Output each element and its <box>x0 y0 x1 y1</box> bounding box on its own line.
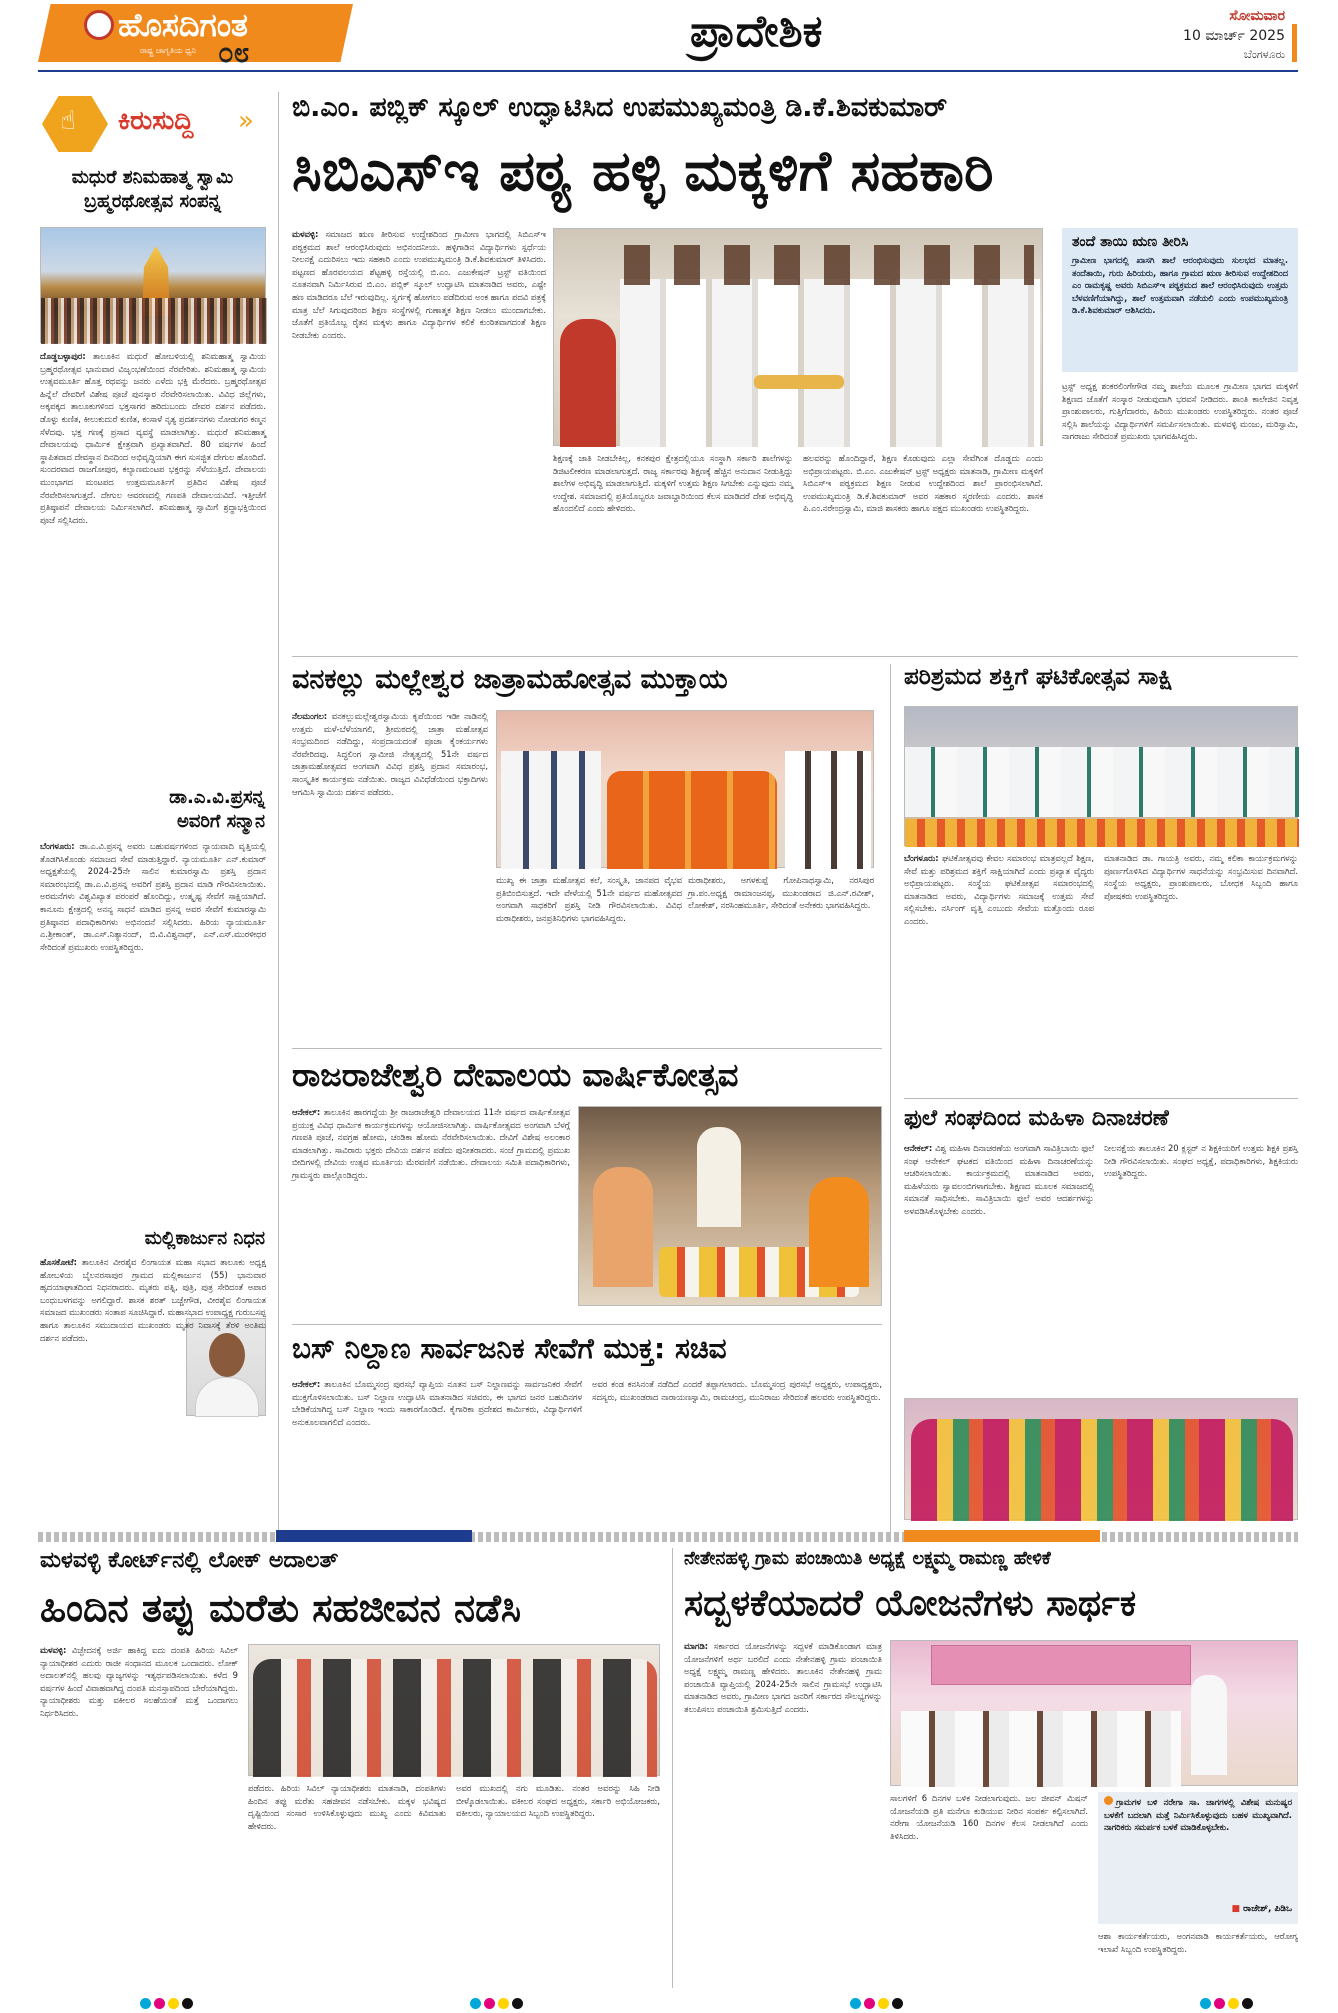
vanakallu-text2: ಮುಖ್ಯ ಈ ಜಾತ್ರಾ ಮಹೋತ್ಸವ ಕಲೆ, ಸಂಸ್ಕೃತಿ, ಜಾನಪದ ವೈಭವ ಪ್ರತಿಬಿಂಬಿಸುತ್ತದೆ. ಇದೇ ವೇಳೆಯಲ್ಲಿ 51ನೇ ವರ್ಷದ ಮಹೋತ್ಸವದ ಅಂಗವಾಗಿ ಸಾಧಕರಿಗೆ ಪ್ರಶಸ್ತಿ ನೀಡಿ ಗೌರವಿಸಲಾಯಿತು. ವಿವಿಧ ಮಠಾಧೀಶರು, ಜನಪ್ರತಿನಿಧಿಗಳು ಭಾಗವಹಿಸಿದ್ದರು. <box>496 875 682 923</box>
sidebar-story2-headline-line1: ಡಾ.ಎ.ವಿ.ಪ್ರಸನ್ನ <box>169 787 265 808</box>
phule-headline: ಫುಲೆ ಸಂಘದಿಂದ ಮಹಿಳಾ ದಿನಾಚರಣೆ <box>904 1106 1169 1131</box>
court-text1: ವಿಚ್ಛೇದನಕ್ಕೆ ಅರ್ಜಿ ಹಾಕಿದ್ದ ಐದು ದಂಪತಿ ಹಿರಿಯ ಸಿವಿಲ್ ನ್ಯಾಯಾಧೀಶರ ಎದುರು ರಾಜೀ ಸಂಧಾನದ ಮೂಲಕ ಒಂದಾದರು. ಲೋಕ್ ಅದಾಲತ್‌ನಲ್ಲಿ ಹಲವು ವ್ಯಾಜ್ಯಗಳನ್ನು ಇತ್ಯರ್ಥಪಡಿಸಲಾಯಿತು. ಕಳೆದ 9 ವರ್ಷಗಳ ಹಿಂದೆ ವಿವಾಹವಾಗಿದ್ದ ದಂಪತಿ ಮನಸ್ತಾಪದಿಂದ ಬೇರೆಯಾಗಿದ್ದರು. ನ್ಯಾಯಾಧೀಶರು ಮತ್ತು ವಕೀಲರ ಸಲಹೆಯಂತೆ ಮತ್ತೆ ಒಂದಾಗಲು ನಿರ್ಧರಿಸಿದರು. <box>40 1645 238 1718</box>
masthead-divider <box>38 70 1298 72</box>
dot-yellow <box>878 1998 889 2009</box>
standing-persons-right <box>785 751 871 869</box>
logo-badge-icon <box>84 10 114 40</box>
dot-black <box>892 1998 903 2009</box>
panchayat-note-author <box>1104 1904 1292 1914</box>
parishrama-col2 <box>1104 852 1298 1090</box>
lead-kicker: ಬಿ.ಎಂ. ಪಬ್ಲಿಕ್ ಸ್ಕೂಲ್ ಉದ್ಘಾಟಿಸಿದ ಉಪಮುಖ್ಯಮಂತ್ರಿ ಡಿ.ಕೆ.ಶಿವಕುಮಾರ್ <box>292 92 948 123</box>
lead-dateline: ಮಳವಳ್ಳಿ: <box>292 229 319 239</box>
bottom-divider <box>672 1548 673 1988</box>
court-col3 <box>456 1782 660 1984</box>
phule-col2 <box>1104 1142 1298 1392</box>
panchayat-note-author-name: ರಾಜೇಶ್, ಪಿಡಿಒ <box>1243 1904 1292 1914</box>
vanakallu-col2 <box>496 874 682 1040</box>
panchayat-text1: ಸರ್ಕಾರದ ಯೋಜನೆಗಳನ್ನು ಸದ್ಬಳಕೆ ಮಾಡಿಕೊಂಡಾಗ ಮಾತ್ರ ಯೋಜನೆಗಳಿಗೆ ಅರ್ಥ ಬರಲಿದೆ ಎಂದು ನೇತೇನಹಳ್ಳಿ ಗ್ರಾಮ ಪಂಚಾಯಿತಿ ಅಧ್ಯಕ್ಷೆ ಲಕ್ಷ್ಮಮ್ಮ ರಾಮಣ್ಣ ಹೇಳಿದರು. ತಾಲೂಕಿನ ನೇತೇನಹಳ್ಳಿ ಗ್ರಾಮ ಪಂಚಾಯಿತಿ ವ್ಯಾಪ್ತಿಯಲ್ಲಿ 2024-25ನೇ ಸಾಲಿನ ಗ್ರಾಮಸಭೆ ಉದ್ಘಾಟಿಸಿ ಮಾತನಾಡಿದ ಅವರು, ಗ್ರಾಮೀಣ ಭಾಗದ ಜನರಿಗೆ ಸರ್ಕಾರದ ಸೌಲಭ್ಯಗಳನ್ನು ತಲುಪಿಸಲು ಪಂಚಾಯಿತಿ ಶ್ರಮಿಸುತ್ತಿದೆ ಎಂದರು. <box>684 1641 882 1714</box>
print-dots-left <box>140 1994 196 2013</box>
lead-col4 <box>1062 380 1298 648</box>
print-dots-right <box>1200 1994 1256 2013</box>
court-col2 <box>248 1782 446 1984</box>
sidebar-story2-headline-line2: ಅವರಿಗೆ ಸನ್ಮಾನ <box>176 811 265 832</box>
lead-sidebox <box>1062 228 1298 372</box>
chevrons-icon: » <box>238 106 254 136</box>
vanakallu-award-photo <box>496 710 874 868</box>
dot-yellow <box>498 1998 509 2009</box>
woman-orange <box>809 1177 869 1287</box>
court-people-group <box>253 1659 657 1777</box>
panchayat-kicker: ನೇತೇನಹಳ್ಳಿ ಗ್ರಾಮ ಪಂಚಾಯಿತಿ ಅಧ್ಯಕ್ಷೆ ಲಕ್ಷ್ಮಮ್ಮ ರಾಮಣ್ಣ ಹೇಳಿಕೆ <box>684 1548 1051 1569</box>
sidebar-story2-headline <box>40 786 265 834</box>
bus-dateline: ಆನೇಕಲ್: <box>292 1379 321 1389</box>
parishrama-bottom-rule <box>904 1098 1298 1099</box>
court-dateline: ಮಳವಳ್ಳಿ: <box>40 1645 67 1655</box>
convocation-photo <box>904 706 1298 846</box>
dot-yellow <box>1228 1998 1239 2009</box>
parishrama-dateline: ಬೆಂಗಳೂರು: <box>904 853 939 863</box>
panchayat-headline: ಸದ್ಬಳಕೆಯಾದರೆ ಯೋಜನೆಗಳು ಸಾರ್ಥಕ <box>684 1583 1137 1624</box>
mid-divider <box>890 664 891 1534</box>
sidebar-brand <box>42 92 262 156</box>
gram-sabha-photo <box>890 1640 1298 1786</box>
panchayat-dateline: ಮಾಗಡಿ: <box>684 1641 709 1651</box>
court-text3: ಅವರ ಮುಖದಲ್ಲಿ ನಗು ಮೂಡಿತು. ನಂತರ ಅವರನ್ನು ಸಿಹಿ ನೀಡಿ ಬೀಳ್ಕೊಡಲಾಯಿತು. ವಕೀಲರ ಸಂಘದ ಅಧ್ಯಕ್ಷರು, ಸರ್ಕಾರಿ ಅಭಿಯೋಜಕರು, ವಕೀಲರು, ನ್ಯಾಯಾಲಯದ ಸಿಬ್ಬಂದಿ ಉಪಸ್ಥಿತರಿದ್ದರು. <box>456 1783 660 1819</box>
person-group <box>620 279 1040 447</box>
sidebar-story1-headline <box>40 166 265 214</box>
section-title: ಪ್ರಾದೇಶಿಕ <box>690 6 823 57</box>
womens-day-photo <box>904 1398 1298 1520</box>
court-col1 <box>40 1644 238 1984</box>
vanakallu-text1: ವನಕಲ್ಲುಮಲ್ಲೇಶ್ವರಸ್ವಾಮಿಯ ಕೃಪೆಯಿಂದ ಇಡೀ ನಾಡಿನಲ್ಲಿ ಉತ್ತಮ ಮಳೆ-ಬೆಳೆಯಾಗಲಿ, ಶ್ರೀಮಠದಲ್ಲಿ ಜಾತ್ರಾ ಮಹೋತ್ಸವ ಸಂಭ್ರಮದಿಂದ ನಡೆದಿದ್ದು, ಸಂಪ್ರದಾಯದಂತೆ ಪೂಜಾ ಕೈಂಕರ್ಯಗಳು ನೆರವೇರಿದವು. ಸಿದ್ಧಲಿಂಗ ಸ್ವಾಮೀಜಿ ನೇತೃತ್ವದಲ್ಲಿ 51ನೇ ವರ್ಷದ ಜಾತ್ರಾಮಹೋತ್ಸವದ ಅಂಗವಾಗಿ ವಿವಿಧ ಪ್ರಶಸ್ತಿ ಪ್ರದಾನ ಸಮಾರಂಭ, ಸಾಂಸ್ಕೃತಿಕ ಕಾರ್ಯಕ್ರಮ ನಡೆಯಿತು. ರಾಜ್ಯದ ವಿವಿಧೆಡೆಯಿಂದ ಭಕ್ತಾದಿಗಳು ಆಗಮಿಸಿ ಸ್ವಾಮಿಯ ದರ್ಶನ ಪಡೆದರು. <box>292 711 488 797</box>
lead-col1-text: ಸಮಾಜದ ಋಣ ತೀರಿಸುವ ಉದ್ದೇಶದಿಂದ ಗ್ರಾಮೀಣ ಭಾಗದಲ್ಲಿ ಸಿಬಿಎಸ್‌ಇ ಪಠ್ಯಕ್ರಮದ ಶಾಲೆ ಆರಂಭಿಸಿರುವುದು ಅಭಿನಂದನೀಯ. ಹಳ್ಳಿಗಾಡಿನ ವಿದ್ಯಾರ್ಥಿಗಳು ಸ್ಪರ್ಧೆಯ ನೀಲನಕ್ಷೆ ಎದುರಿಸಲು ಇದು ಸಹಕಾರಿ ಎಂದು ಉಪಮುಖ್ಯಮಂತ್ರಿ ಡಿ.ಕೆ.ಶಿವಕುಮಾರ್ ತಿಳಿಸಿದರು. ಪಟ್ಟಣದ ಹೊರವಲಯದ ಶೆಟ್ಟಹಳ್ಳಿ ರಸ್ತೆಯಲ್ಲಿ ಬಿ.ಎಂ. ಎಜುಕೇಷನ್ ಟ್ರಸ್ಟ್ ವತಿಯಿಂದ ನೂತನವಾಗಿ ನಿರ್ಮಿಸಿರುವ ಬಿ.ಎಂ. ಪಬ್ಲಿಕ್ ಸ್ಕೂಲ್ ಉದ್ಘಾಟಿಸಿ ಮಾತನಾಡಿದ ಅವರು, ಎಷ್ಟೇ ಹಣ ಮಾಡಿದರೂ ಬೆಲೆ ಇರುವುದಿಲ್ಲ. ಸ್ವರ್ಗಕ್ಕೆ ಹೋಗಲು ಪಡೆದಿರುವ ಅಂಕ ಹಾಗೂ ಪದವಿ ಪತ್ರಕ್ಕೆ ಮಾತ್ರ ಬೆಲೆ ಸಿಗುವುದರಿಂದ ಶಿಕ್ಷಣ ಸಂಸ್ಥೆಗಳಲ್ಲಿ ಗುಣಾತ್ಮಕ ಶಿಕ್ಷಣ ನೀಡಲು ಮುಂದಾಗಬೇಕು. ಜೊತೆಗೆ ಪ್ರತಿಯೊಬ್ಬ ರೈತನ ಮಕ್ಕಳು ಹಾಗೂ ವಿದ್ಯಾರ್ಥಿಗಳ ಕಲಿಕೆ ಕುಂಠಿತವಾಗದಂತೆ ಶಿಕ್ಷಣ ನೀಡಬೇಕು ಎಂದರು. <box>292 229 546 340</box>
divider-orange-bar <box>904 1530 1100 1542</box>
dot-magenta <box>864 1998 875 2009</box>
panchayat-text2: ಸಾಲಗಳಿಗೆ 6 ದಿನಗಳ ಬಳಿಕ ನೀಡಲಾಗುವುದು. ಜಲ ಜೀವನ್ ಮಿಷನ್ ಯೋಜನೆಯಡಿ ಪ್ರತಿ ಮನೆಗೂ ಕುಡಿಯುವ ನೀರಿನ ಸಂಪರ್ಕ ಕಲ್ಪಿಸಲಾಗಿದೆ. ನರೇಗಾ ಯೋಜನೆಯಡಿ 160 ದಿನಗಳ ಕೆಲಸ ನೀಡಲಾಗಿದೆ ಎಂದು ತಿಳಿಸಿದರು. <box>890 1793 1088 1841</box>
panchayat-note-text <box>1104 1796 1292 1904</box>
section-divider-dashes <box>38 1532 1298 1542</box>
rajarajeshwari-col1 <box>292 1106 570 1316</box>
vanakallu-dateline: ನೆಲಮಂಗಲ: <box>292 711 328 721</box>
portrait-shirt <box>195 1377 259 1417</box>
lead-col2 <box>553 452 793 648</box>
dot-black <box>512 1998 523 2009</box>
dot-cyan <box>140 1998 151 2009</box>
sidebar-story2-text <box>40 840 266 1220</box>
panchayat-col3 <box>1098 1930 1298 1990</box>
sidebar-story1-dateline: ದೊಡ್ಡಬಳ್ಳಾಪುರ: <box>40 351 86 361</box>
sidebar-story1-body: ತಾಲೂಕಿನ ಮಧುರೆ ಹೋಬಳಿಯಲ್ಲಿ ಶನಿಮಹಾತ್ಮ ಸ್ವಾಮಿಯ ಬ್ರಹ್ಮರಥೋತ್ಸವ ಭಾನುವಾರ ವಿಜೃಂಭಣೆಯಿಂದ ನೆರವೇರಿತು. ಶನಿಮಹಾತ್ಮ ಸ್ವಾಮಿಯ ಉತ್ಸವಮೂರ್ತಿ ಹೊತ್ತ ರಥವನ್ನು ಜನರು ಎಳೆದು ಭಕ್ತಿ ಮೆರೆದರು. ಬ್ರಹ್ಮರಥೋತ್ಸವ ಹಿನ್ನೆಲೆ ದೇವರಿಗೆ ವಿಶೇಷ ಪೂಜೆ ಪುನಸ್ಕಾರ ನೆರವೇರಿಸಲಾಯಿತು. ವಿವಿಧ ಜಿಲ್ಲೆಗಳು, ಅಕ್ಕಪಕ್ಕದ ತಾಲೂಕುಗಳಿಂದ ಭಕ್ತಸಾಗರ ಹರಿದುಬಂದು ದೇವರ ದರ್ಶನ ಪಡೆದರು. ಡೊಳ್ಳು ಕುಣಿತ, ಕೀಲುಕುದುರೆ ಕುಣಿತ, ಕಂಸಾಳೆ ನೃತ್ಯ ಪ್ರದರ್ಶನಗಳು ನೋಡುಗರ ಕಣ್ಮನ ಸೆಳೆದವು. ಭಕ್ತ ಗಣಕ್ಕೆ ಪ್ರಸಾದ ವ್ಯವಸ್ಥೆ ಮಾಡಲಾಗಿತ್ತು. ಮಧುರೆ ಶನಿಮಹಾತ್ಮ ದೇವಾಲಯವು ಧಾರ್ಮಿಕ ಕ್ಷೇತ್ರವಾಗಿ ಪ್ರಖ್ಯಾತವಾಗಿದೆ. 80 ವರ್ಷಗಳ ಹಿಂದೆ ಸ್ಥಾಪಿತವಾದ ದೇವಸ್ಥಾನ ದಿನದಿಂದ ಅಭಿವೃದ್ಧಿಯಾಗಿ ಈಗ ಸುಸಜ್ಜಿತ ದೇಗುಲ ಹೊಂದಿದೆ. ಸುಂದರವಾದ ರಾಜಗೋಪುರ, ಕಲ್ಯಾಣಮಂಟಪ ಭಕ್ತರನ್ನು ಸೆಳೆಯುತ್ತಿದೆ. ದೇವಾಲಯ ಮುಂಭಾಗದ ಮಂಟಪದ ಉತ್ತಮಮೂರ್ತಿಗೆ ಪ್ರತಿದಿನ ವಿಶೇಷ ಪೂಜೆ ನೆರವೇರಿಸಲಾಗುತ್ತದೆ. ದೇಗುಲ ಆವರಣದಲ್ಲಿ ಗಣಪತಿ ದೇವಾಲಯವಿದೆ. ಇತ್ತೀಚೆಗೆ ಪ್ರತಿಷ್ಠಾಪನೆ ದೇವಾಲಯ ನಿರ್ಮಿಸಲಾಗಿದೆ. ಶನಿಮಹಾತ್ಮ ಸ್ವಾಮಿಗೆ ಶ್ರದ್ಧಾಭಕ್ತಿಯಿಂದ ಪೂಜೆ ಸಲ್ಲಿಸಿದರು. <box>40 351 266 525</box>
sidebar-story2-body: ಡಾ.ಎ.ವಿ.ಪ್ರಸನ್ನ ಅವರು ಬಹುವರ್ಷಗಳಿಂದ ನ್ಯಾಯವಾದಿ ವೃತ್ತಿಯಲ್ಲಿ ತೊಡಗಿಸಿಕೊಂಡು ಸಮಾಜದ ಸೇವೆ ಮಾಡುತ್ತಿದ್ದಾರೆ. ನ್ಯಾಯಮೂರ್ತಿ ಎನ್.ಕುಮಾರ್ ಅಧ್ಯಕ್ಷತೆಯಲ್ಲಿ 2024-25ನೇ ಸಾಲಿನ ಕುಮಾರಸ್ವಾಮಿ ಪ್ರಶಸ್ತಿ ಪ್ರದಾನ ಸಮಾರಂಭದಲ್ಲಿ ಡಾ.ಎ.ವಿ.ಪ್ರಸನ್ನ ಅವರಿಗೆ ಪ್ರಶಸ್ತಿ ಪ್ರದಾನ ಮಾಡಿ ಗೌರವಿಸಲಾಯಿತು. ಅರಮನೆಗಳು ವಿಶ್ವವಿಖ್ಯಾತ ಪರಂಪರೆ ಹೊಂದಿದ್ದು, ಉತ್ಕೃಷ್ಟ ಸೇವೆಗೆ ಸಾಕ್ಷಿಯಾಗಿದೆ. ಕಾನೂನು ಕ್ಷೇತ್ರದಲ್ಲಿ ಅನನ್ಯ ಸಾಧನೆ ಮಾಡಿದ ಪ್ರಸನ್ನ ಅವರ ಸೇವೆಗೆ ಕುಮಾರಸ್ವಾಮಿ ಪ್ರತಿಷ್ಠಾನದ ಪದಾಧಿಕಾರಿಗಳು ಅಭಿನಂದನೆ ಸಲ್ಲಿಸಿದರು. ಹಿರಿಯ ನ್ಯಾಯಮೂರ್ತಿ ಎ.ಶ್ರೀಕಾಂತ್, ಡಾ.ಎಸ್.ನಿತ್ಯಾನಂದ್, ಬಿ.ವಿ.ವಿಶ್ವನಾಥ್, ಎನ್.ಎಸ್.ಮುರಳೀಧರ ಸೇರಿದಂತೆ ಪ್ರಮುಖರು ಉಪಸ್ಥಿತರಿದ್ದರು. <box>40 841 266 952</box>
lead-ceremony-photo <box>553 228 1043 446</box>
flower-row <box>905 819 1299 847</box>
date-day: ಸೋಮವಾರ <box>1229 8 1285 24</box>
saffron-robes <box>607 771 777 869</box>
lead-col3-text: ಹಲವರನ್ನು ಹೊಂದಿದ್ದಾರೆ, ಶಿಕ್ಷಣ ಕೊಡುವುದು ಎಲ್ಲಾ ಸೇವೆಗಿಂತ ದೊಡ್ಡದು ಎಂದು ಅಭಿಪ್ರಾಯಪಟ್ಟರು. ಬಿ.ಎಂ. ಎಜುಕೇಷನ್ ಟ್ರಸ್ಟ್ ಅಧ್ಯಕ್ಷರು ಮಾತನಾಡಿ, ಗ್ರಾಮೀಣ ಮಕ್ಕಳಿಗೆ ಸಿಬಿಎಸ್‌ಇ ಪಠ್ಯಕ್ರಮದ ಶಿಕ್ಷಣ ನೀಡುವ ಉದ್ದೇಶದಿಂದ ಶಾಲೆ ಪ್ರಾರಂಭಿಸಲಾಗಿದೆ. ಉಪಮುಖ್ಯಮಂತ್ರಿ ಡಿ.ಕೆ.ಶಿವಕುಮಾರ್ ಅವರ ಸಹಕಾರ ಸ್ಮರಣೀಯ ಎಂದರು. ಶಾಸಕ ಪಿ.ಎಂ.ನರೇಂದ್ರಸ್ವಾಮಿ, ಮಾಜಿ ಶಾಸಕರು ಹಾಗೂ ಪಕ್ಷದ ಮುಖಂಡರು ಉಪಸ್ಥಿತರಿದ್ದರು. <box>803 453 1043 514</box>
crowd-shape <box>41 298 267 344</box>
sidebar-story3-dateline: ಹೊಸಕೋಟೆ: <box>40 1257 77 1267</box>
sidebar-story3-headline: ಮಲ್ಲಿಕಾರ್ಜುನ ನಿಧನ <box>144 1228 265 1249</box>
lead-headline: ಸಿಬಿಎಸ್‌ಇ ಪಠ್ಯ ಹಳ್ಳಿ ಮಕ್ಕಳಿಗೆ ಸಹಕಾರಿ <box>292 139 994 204</box>
dot-cyan <box>850 1998 861 2009</box>
dot-magenta <box>154 1998 165 2009</box>
sidebar-story3-text-top <box>40 1256 266 1343</box>
officials-row <box>901 1711 1181 1787</box>
sidebar-brand-label: ಕಿರುಸುದ್ದಿ <box>118 106 194 136</box>
court-kicker: ಮಳವಳ್ಳಿ ಕೋರ್ಟ್‌ನಲ್ಲಿ ಲೋಕ್ ಅದಾಲತ್ <box>40 1548 339 1573</box>
sidebar-story3-body: ತಾಲೂಕಿನ ವೀರಶೈವ ಲಿಂಗಾಯತ ಮಹಾ ಸಭಾದ ತಾಲೂಕು ಅಧ್ಯಕ್ಷ ಹೋಬಳಿಯ ಬೈಲನರಸಾಪುರ ಗ್ರಾಮದ ಮಲ್ಲಿಕಾರ್ಜುನ (55) ಭಾನುವಾರ ಹೃದಯಾಘಾತದಿಂದ ನಿಧನರಾದರು. ಮೃತರು ಪತ್ನಿ, ಪುತ್ರಿ, ಪುತ್ರ ಸೇರಿದಂತೆ ಅಪಾರ ಬಂಧುಬಳಗವನ್ನು ಅಗಲಿದ್ದಾರೆ. ಶಾಸಕ ಶರತ್ ಬಚ್ಚೇಗೌಡ, ವೀರಶೈವ ಲಿಂಗಾಯತ ಸಮಾಜದ ಮುಖಂಡರು ಸಂತಾಪ ಸೂಚಿಸಿದ್ದಾರೆ. ಮಹಾಸಭಾದ ಉಪಾಧ್ಯಕ್ಷ ಗುರುಬಸಪ್ಪ ಹಾಗೂ ತಾಲೂಕಿನ ಸಮುದಾಯದ ಮುಖಂಡರು ಮೃತರ ನಿವಾಸಕ್ಕೆ ತೆರಳಿ ಅಂತಿಮ ದರ್ಶನ ಪಡೆದರು. <box>40 1257 266 1343</box>
parishrama-text2: ಮಾತನಾಡಿದ ಡಾ. ಗಾಯತ್ರಿ ಅವರು, ನಮ್ಮ ಕಲಿಕಾ ಕಾರ್ಯಕ್ರಮಗಳನ್ನು ಪೂರ್ಣಗೊಳಿಸಿದ ವಿದ್ಯಾರ್ಥಿಗಳ ಸಾಧನೆಯನ್ನು ಸಂಭ್ರಮಿಸುವ ದಿನವಾಗಿದೆ. ಸಂಸ್ಥೆಯ ಅಧ್ಯಕ್ಷರು, ಪ್ರಾಂಶುಪಾಲರು, ಬೋಧಕ ಸಿಬ್ಬಂದಿ ಹಾಗೂ ಪೋಷಕರು ಉಪಸ್ಥಿತರಿದ್ದರು. <box>1104 853 1298 901</box>
dot-cyan <box>1200 1998 1211 2009</box>
rajarajeshwari-text: ತಾಲೂಕಿನ ಹಾರಗದ್ದೆಯ ಶ್ರೀ ರಾಜರಾಜೇಶ್ವರಿ ದೇವಾಲಯದ 11ನೇ ವರ್ಷದ ವಾರ್ಷಿಕೋತ್ಸವ ಪ್ರಯುಕ್ತ ವಿವಿಧ ಧಾರ್ಮಿಕ ಕಾರ್ಯಕ್ರಮಗಳನ್ನು ಆಯೋಜಿಸಲಾಗಿತ್ತು. ವಾರ್ಷಿಕೋತ್ಸವದ ಅಂಗವಾಗಿ ಬೆಳಗ್ಗೆ ಗಣಪತಿ ಪೂಜೆ, ನವಗ್ರಹ ಹೋಮ, ಚಂಡಿಕಾ ಹೋಮ ನೆರವೇರಿಸಲಾಯಿತು. ದೇವಿಗೆ ವಿಶೇಷ ಅಲಂಕಾರ ಮಾಡಲಾಗಿತ್ತು. ಸಾವಿರಾರು ಭಕ್ತರು ದೇವಿಯ ದರ್ಶನ ಪಡೆದು ಪುನೀತರಾದರು. ಸಂಜೆ ಗ್ರಾಮದಲ್ಲಿ ಪ್ರಮುಖ ಬೀದಿಗಳಲ್ಲಿ ದೇವಿಯ ಉತ್ಸವ ಮೂರ್ತಿಯ ಮೆರವಣಿಗೆ ನಡೆಯಿತು. ದೇವಾಲಯ ಸಮಿತಿ ಪದಾಧಿಕಾರಿಗಳು, ಗ್ರಾಮಸ್ಥರು ಪಾಲ್ಗೊಂಡಿದ್ದರು. <box>292 1107 570 1180</box>
person-left-saree <box>560 319 616 447</box>
court-headline: ಹಿಂದಿನ ತಪ್ಪು ಮರೆತು ಸಹಜೀವನ ನಡೆಸಿ <box>40 1586 522 1630</box>
phule-text1: ವಿಶ್ವ ಮಹಿಳಾ ದಿನಾಚರಣೆಯ ಅಂಗವಾಗಿ ಸಾವಿತ್ರಿಬಾಯಿ ಫುಲೆ ಸಂಘ ಆನೇಕಲ್ ಘಟಕದ ವತಿಯಿಂದ ಮಹಿಳಾ ದಿನಾಚರಣೆಯನ್ನು ಆಚರಿಸಲಾಯಿತು. ಕಾರ್ಯಕ್ರಮದಲ್ಲಿ ಮಾತನಾಡಿದ ಅವರು, ಮಹಿಳೆಯರು ಸ್ವಾವಲಂಬಿಗಳಾಗಬೇಕು. ಶಿಕ್ಷಣದ ಮೂಲಕ ಸಮಾಜದಲ್ಲಿ ಸಮಾನತೆ ಸಾಧಿಸಬೇಕು. ಸಾವಿತ್ರಿಬಾಯಿ ಫುಲೆ ಅವರ ಆದರ್ಶಗಳನ್ನು ಅಳವಡಿಸಿಕೊಳ್ಳಬೇಕು ಎಂದರು. <box>904 1143 1094 1216</box>
parishrama-col1 <box>904 852 1094 1090</box>
page-number: ೦೮ <box>218 36 250 69</box>
vanakallu-headline: ವನಕಲ್ಲು ಮಲ್ಲೇಶ್ವರ ಜಾತ್ರಾಮಹೋತ್ಸವ ಮುಕ್ತಾಯ <box>292 664 728 695</box>
heads-row <box>624 245 1034 285</box>
city-name: ಬೆಂಗಳೂರು <box>1243 48 1285 61</box>
women-group <box>911 1419 1293 1521</box>
bus-col2 <box>592 1378 882 1526</box>
priest-figure <box>593 1167 653 1287</box>
rajarajeshwari-dateline: ಆನೇಕಲ್: <box>292 1107 321 1117</box>
rajarajeshwari-headline: ರಾಜರಾಜೇಶ್ವರಿ ದೇವಾಲಯ ವಾರ್ಷಿಕೋತ್ಸವ <box>292 1056 739 1094</box>
date-text: 10 ಮಾರ್ಚ್ 2025 <box>1183 28 1285 44</box>
lead-sidebox-title: ತಂದೆ ತಾಯಿ ಋಣ ತೀರಿಸಿ <box>1072 234 1189 250</box>
bus-text2: ಅವರ ಕಂಡ ಕನಸಿನಂತೆ ನಡೆದಿದೆ ಎಂದರೆ ತಪ್ಪಾಗಲಾರದು. ಬೊಮ್ಮಸಂದ್ರ ಪುರಸಭೆ ಅಧ್ಯಕ್ಷರು, ಉಪಾಧ್ಯಕ್ಷರು, ಸದಸ್ಯರು, ಮುಖಂಡರಾದ ನಾರಾಯಣಸ್ವಾಮಿ, ರಾಮಚಂದ್ರ, ಮುನಿರಾಜು ಸೇರಿದಂತೆ ಹಲವರು ಉಪಸ್ಥಿತರಿದ್ದರು. <box>592 1379 882 1402</box>
phule-dateline: ಆನೇಕಲ್: <box>904 1143 933 1153</box>
lead-col2-text: ಶಿಕ್ಷಣಕ್ಕೆ ಜಾತಿ ನೀಡಬೇಕಿಲ್ಲ, ಕನಕಪುರ ಕ್ಷೇತ್ರದಲ್ಲಿಯೂ ಸಂಸ್ಥಾಗಿ ಸರ್ಕಾರಿ ಶಾಲೆಗಳನ್ನು ಡಿಜಿಟಲೀಕರಣ ಮಾಡಲಾಗುತ್ತದೆ. ರಾಜ್ಯ ಸರ್ಕಾರವು ಶಿಕ್ಷಣಕ್ಕೆ ಹೆಚ್ಚಿನ ಅನುದಾನ ನೀಡುತ್ತಿದ್ದು ಶಾಲೆಗಳ ಅಭಿವೃದ್ಧಿ ಮಾಡಲಾಗುತ್ತಿದೆ. ಮಕ್ಕಳಿಗೆ ಉತ್ತಮ ಶಿಕ್ಷಣ ಸಿಗಬೇಕು ಎನ್ನುವುದು ನಮ್ಮ ಉದ್ದೇಶ. ಸಮಾಜದಲ್ಲಿ ಪ್ರತಿಯೊಬ್ಬರೂ ಜವಾಬ್ದಾರಿಯಿಂದ ಕೆಲಸ ಮಾಡಿದರೆ ದೇಶ ಅಭಿವೃದ್ಧಿ ಹೊಂದಲಿದೆ ಎಂದು ಹೇಳಿದರು. <box>553 453 793 514</box>
banner-pink <box>931 1645 1191 1685</box>
lead-col4-text: ಟ್ರಸ್ಟ್ ಅಧ್ಯಕ್ಷ ಶಂಕರಲಿಂಗೇಗೌಡ ನಮ್ಮ ಶಾಲೆಯ ಮೂಲಕ ಗ್ರಾಮೀಣ ಭಾಗದ ಮಕ್ಕಳಿಗೆ ಶಿಕ್ಷಣದ ಜೊತೆಗೆ ಸಂಸ್ಕಾರ ನೀಡುವುದಾಗಿ ಭರವಸೆ ನೀಡಿದರು. ಶಾಂತಿ ಕಾಲೇಜಿನ ನಿವೃತ್ತ ಪ್ರಾಂಶುಪಾಲರು, ಗುತ್ತಿಗೆದಾರರು, ಹಿರಿಯ ಮುಖಂಡರು ಉಪಸ್ಥಿತರಿದ್ದರು. ನಂತರ ಪೂಜೆ ಸಲ್ಲಿಸಿ ಶಾಲೆಯನ್ನು ವಿದ್ಯಾರ್ಥಿಗಳಿಗೆ ಸಮರ್ಪಿಸಲಾಯಿತು. ಮಳವಳ್ಳಿ ಮಂಜು, ಮರಿಸ್ವಾಮಿ, ನಾಗರಾಜು ಸೇರಿದಂತೆ ಪ್ರಮುಖರು ಭಾಗವಹಿಸಿದ್ದರು. <box>1062 381 1298 442</box>
standing-persons <box>501 751 601 869</box>
date-accent-bar <box>1292 24 1297 62</box>
lead-col1 <box>292 228 546 648</box>
bus-text1: ತಾಲೂಕಿನ ಬೊಮ್ಮಸಂದ್ರ ಪುರಸಭೆ ವ್ಯಾಪ್ತಿಯ ನೂತನ ಬಸ್ ನಿಲ್ದಾಣವನ್ನು ಸಾರ್ವಜನಿಕರ ಸೇವೆಗೆ ಮುಕ್ತಗೊಳಿಸಲಾಯಿತು. ಬಸ್ ನಿಲ್ದಾಣ ಉದ್ಘಾಟಿಸಿ ಮಾತನಾಡಿದ ಸಚಿವರು, ಈ ಭಾಗದ ಜನರ ಬಹುದಿನಗಳ ಬೇಡಿಕೆಯಾಗಿದ್ದ ಬಸ್ ನಿಲ್ದಾಣ ಇಂದು ಸಾಕಾರಗೊಂಡಿದೆ. ಕೈಗಾರಿಕಾ ಪ್ರದೇಶದ ಕಾರ್ಮಿಕರು, ವಿದ್ಯಾರ್ಥಿಗಳಿಗೆ ಅನುಕೂಲವಾಗಲಿದೆ ಎಂದರು. <box>292 1379 582 1427</box>
vanakallu-text3: ಮಠಾಧೀಶರು, ಅಗಳಕುಪ್ಪೆ ಗೋಪಿನಾಥಸ್ವಾಮಿ, ನರಸಿಪುರ ಗ್ರಾ.ಪಂ.ಅಧ್ಯಕ್ಷ ರಾಮಾಂಜನಪ್ಪ, ಮುಖಂಡರಾದ ಜಿ.ಎನ್.ರವೀಶ್, ಲೋಕೇಶ್, ನರಸಿಂಹಮೂರ್ತಿ, ಸೇರಿದಂತೆ ಅನೇಕರು ಭಾಗವಹಿಸಿದ್ದರು. <box>688 875 874 911</box>
print-dots-mid <box>850 1994 906 2013</box>
parishrama-headline: ಪರಿಶ್ರಮದ ಶಕ್ತಿಗೆ ಘಟಿಕೋತ್ಸವ ಸಾಕ್ಷಿ <box>904 664 1173 690</box>
panchayat-text3: ಆಶಾ ಕಾರ್ಯಕರ್ತೆಯರು, ಅಂಗನವಾಡಿ ಕಾರ್ಯಕರ್ತೆಯರು, ಆರೋಗ್ಯ ಇಲಾಖೆ ಸಿಬ್ಬಂದಿ ಉಪಸ್ಥಿತರಿದ್ದರು. <box>1098 1931 1298 1954</box>
dot-yellow <box>168 1998 179 2009</box>
logo-tagline: ರಾಷ್ಟ್ರ ಜಾಗೃತಿಯ ಧ್ವನಿ <box>140 46 197 55</box>
sidebar-story2-dateline: ಬೆಂಗಳೂರು: <box>40 841 75 851</box>
sidebar-story1-headline-line1: ಮಧುರೆ ಶನಿಮಹಾತ್ಮ ಸ್ವಾಮಿ <box>71 167 234 188</box>
hand-glyph-icon: ☝ <box>60 106 76 136</box>
lead-bottom-rule <box>292 656 1298 657</box>
masthead <box>0 0 1338 70</box>
dot-magenta <box>484 1998 495 2009</box>
print-dots-center <box>470 1994 526 2013</box>
rajarajeshwari-bottom-rule <box>292 1324 882 1325</box>
note-bullet-icon <box>1104 1796 1113 1805</box>
bus-headline: ಬಸ್ ನಿಲ್ದಾಣ ಸಾರ್ವಜನಿಕ ಸೇವೆಗೆ ಮುಕ್ತ: ಸಚಿವ <box>292 1332 727 1365</box>
panchayat-col2 <box>890 1792 1088 1990</box>
panchayat-note-body: ಗ್ರಾಮಗಳ ಬಳಿ ನರೇಗಾ ಸಾ. ಜಾಗಗಳಲ್ಲಿ ವಿಶೇಷ ಮನುಷ್ಯರ ಬಳಕೆಗೆ ಬದಲಾಗಿ ಮತ್ತೆ ನಿರ್ಮಿಸಿಕೊಳ್ಳುವುದು ಬಹಳ ಮುಖ್ಯವಾಗಿದೆ. ನಾಗರಿಕರು ಸಮರ್ಪಕ ಬಳಕೆ ಮಾಡಿಕೊಳ್ಳಬೇಕು. <box>1104 1797 1292 1833</box>
vanakallu-col3 <box>688 874 874 1040</box>
court-text2: ಪಡೆದರು. ಹಿರಿಯ ಸಿವಿಲ್ ನ್ಯಾಯಾಧೀಶರು ಮಾತನಾಡಿ, ದಂಪತಿಗಳು ಹಿಂದಿನ ತಪ್ಪು ಮರೆತು ಸಹಜೀವನ ನಡೆಸಬೇಕು. ಮಕ್ಕಳ ಭವಿಷ್ಯದ ದೃಷ್ಟಿಯಿಂದ ಸಂಸಾರ ಉಳಿಸಿಕೊಳ್ಳುವುದು ಮುಖ್ಯ ಎಂದು ಕಿವಿಮಾತು ಹೇಳಿದರು. <box>248 1783 446 1831</box>
phule-text2: ನೀಲನಕ್ಷೆಯ ತಾಲೂಕಿನ 20 ಕ್ಲಸ್ಟರ್ ನ ಶಿಕ್ಷಕಿಯರಿಗೆ ಉತ್ತಮ ಶಿಕ್ಷಕಿ ಪ್ರಶಸ್ತಿ ನೀಡಿ ಗೌರವಿಸಲಾಯಿತು. ಸಂಘದ ಅಧ್ಯಕ್ಷೆ, ಪದಾಧಿಕಾರಿಗಳು, ಶಿಕ್ಷಕಿಯರು ಉಪಸ್ಥಿತರಿದ್ದರು. <box>1104 1143 1298 1179</box>
ribbon-tray <box>754 375 844 389</box>
lead-sidebox-text: ಗ್ರಾಮೀಣ ಭಾಗದಲ್ಲಿ ಖಾಸಗಿ ಶಾಲೆ ಆರಂಭಿಸುವುದು ಸುಲಭದ ಮಾತಲ್ಲ. ತಂದೆತಾಯಿ, ಗುರು ಹಿರಿಯರು, ಹಾಗೂ ಗ್ರಾಮದ ಋಣ ತೀರಿಸುವ ಉದ್ದೇಶದಿಂದ ಎಂ ರಾಮಕೃಷ್ಣ ಅವರು ಸಿಬಿಎಸ್‌ಇ ಪಠ್ಯಕ್ರಮದ ಶಾಲೆ ಆರಂಭಿಸಿರುವುದು ಉತ್ತಮ ಬೆಳವಣಿಗೆಯಾಗಿದ್ದು, ಶಾಲೆ ಉತ್ತಮವಾಗಿ ನಡೆಯಲಿ ಎಂದು ಉಪಮುಖ್ಯಮಂತ್ರಿ ಡಿ.ಕೆ.ಶಿವಕುಮಾರ್ ಆಶಿಸಿದರು. <box>1072 255 1288 316</box>
parishrama-text1: ಘಟಿಕೋತ್ಸವವು ಕೇವಲ ಸಮಾರಂಭ ಮಾತ್ರವಲ್ಲದೆ ಶಿಕ್ಷಣ, ಸೇವೆ ಮತ್ತು ಪರಿಶ್ರಮದ ಶಕ್ತಿಗೆ ಸಾಕ್ಷಿಯಾಗಿದೆ ಎಂದು ಪ್ರಖ್ಯಾತ ವೈದ್ಯರು ಅಭಿಪ್ರಾಯಪಟ್ಟರು. ಸಂಸ್ಥೆಯ ಘಟಿಕೋತ್ಸವ ಸಮಾರಂಭದಲ್ಲಿ ಮಾತನಾಡಿದ ಅವರು, ವಿದ್ಯಾರ್ಥಿಗಳು ಸಮಾಜಕ್ಕೆ ಉತ್ತಮ ಸೇವೆ ಸಲ್ಲಿಸಬೇಕು. ನರ್ಸಿಂಗ್ ವೃತ್ತಿ ಎಂಬುದು ಸೇವೆಯ ಮತ್ತೊಂದು ರೂಪ ಎಂದರು. <box>904 853 1094 926</box>
temple-ritual-photo <box>578 1106 882 1306</box>
panchayat-col1 <box>684 1640 882 1990</box>
author-bullet-icon: ■ <box>1231 1904 1244 1914</box>
bus-col1 <box>292 1378 582 1526</box>
divider-blue-bar <box>276 1530 472 1542</box>
sidebar-story1-text <box>40 350 266 780</box>
logo-text: ಹೊಸದಿಗಂತ <box>118 6 248 44</box>
priest-figure-2 <box>697 1127 741 1227</box>
panchayat-note <box>1098 1792 1298 1924</box>
vanakallu-col1 <box>292 710 488 1040</box>
lok-adalat-photo <box>248 1644 660 1776</box>
vanakallu-bottom-rule <box>292 1048 882 1049</box>
chariot-festival-photo <box>40 227 266 343</box>
dot-magenta <box>1214 1998 1225 2009</box>
speaker-figure <box>1191 1675 1227 1775</box>
sidebar-story1-headline-line2: ಬ್ರಹ್ಮರಥೋತ್ಸವ ಸಂಪನ್ನ <box>83 191 222 212</box>
sidebar-divider <box>278 92 279 1532</box>
graduates-row <box>905 747 1299 817</box>
dot-black <box>182 1998 193 2009</box>
dot-black <box>1242 1998 1253 2009</box>
phule-col1 <box>904 1142 1094 1392</box>
lead-col3 <box>803 452 1043 648</box>
dot-cyan <box>470 1998 481 2009</box>
